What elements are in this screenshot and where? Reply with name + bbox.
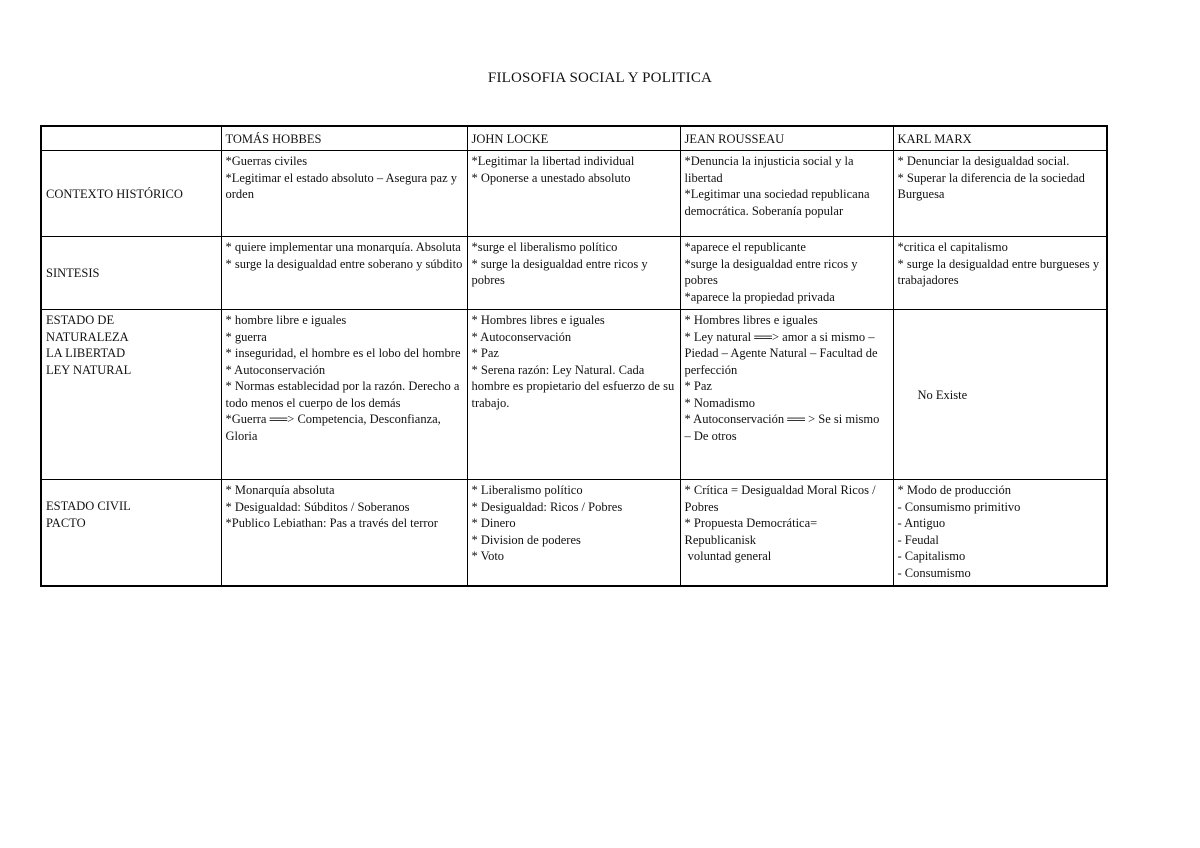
- row-label-line: LEY NATURAL: [46, 362, 132, 377]
- cell-line: - Antiguo: [897, 516, 946, 530]
- cell-line: *Guerra ══> Competencia, Desconfianza, Gloria: [225, 412, 441, 443]
- cell-civil-marx: [893, 480, 1107, 586]
- cell-line: * Autoconservación ══ > Se si mismo – De otros: [684, 412, 880, 443]
- cell-line: *Guerras civiles: [225, 154, 308, 168]
- cell-line: * Paz: [471, 346, 499, 360]
- cell-line: *surge el liberalismo político: [471, 240, 618, 254]
- cell-line: * Superar la diferencia de la sociedad Burguesa: [897, 170, 1085, 201]
- cell-line: * guerra: [225, 329, 267, 344]
- cell-line: * inseguridad, el hombre es el lobo del hombre: [225, 346, 461, 360]
- cell-contexto-locke: [467, 151, 680, 237]
- cell-line: *Publico Lebiathan: Pas a través del terror: [225, 516, 438, 530]
- cell-line: - Capitalismo: [897, 549, 966, 563]
- cell-line: * Hombres libres e iguales: [684, 313, 818, 327]
- cell-sintesis-rousseau: [680, 237, 893, 310]
- cell-line: * Serena razón: Ley Natural. Cada hombre es propietario del esfuerzo de su trabajo.: [471, 362, 675, 410]
- cell-line: voluntad general: [684, 549, 772, 563]
- row-label-estado-naturaleza: [41, 310, 221, 480]
- document-title: FILOSOFIA SOCIAL Y POLITICA: [487, 70, 713, 86]
- cell-line: * Modo de producción: [897, 483, 1012, 497]
- header-cell-empty: [41, 126, 221, 151]
- cell-line: * Desigualdad: Súbditos / Soberanos: [225, 499, 410, 514]
- cell-line: * Oponerse a unestado absoluto: [471, 170, 631, 185]
- cell-line: - Consumismo: [897, 565, 971, 580]
- cell-civil-hobbes: [221, 480, 467, 586]
- cell-line: - Feudal: [897, 532, 939, 547]
- cell-line: * Hombres libres e iguales: [471, 313, 605, 327]
- table-row-estado-naturaleza: [41, 310, 1107, 480]
- cell-line: * hombre libre e iguales: [225, 313, 347, 327]
- table-row-estado-civil: [41, 480, 1107, 586]
- cell-line: * Liberalismo político: [471, 483, 583, 497]
- cell-line: *Legitimar la libertad individual: [471, 154, 635, 168]
- cell-civil-locke: [467, 480, 680, 586]
- table-header-row: [41, 126, 1107, 151]
- cell-line: * Desigualdad: Ricos / Pobres: [471, 499, 623, 514]
- cell-line: * Crítica = Desigualdad Moral Ricos / Pobres: [684, 483, 876, 514]
- cell-line: * Nomadismo: [684, 395, 755, 410]
- row-label-line: PACTO: [46, 515, 86, 530]
- cell-line: * Ley natural ══> amor a si mismo – Piedad – Agente Natural – Facultad de perfección: [684, 329, 878, 377]
- table-row-sintesis: [41, 237, 1107, 310]
- cell-sintesis-marx: [893, 237, 1107, 310]
- cell-line: * Propuesta Democrática= Republicanisk: [684, 516, 818, 547]
- header-cell-rousseau: JEAN ROUSSEAU: [680, 126, 893, 151]
- cell-line: *surge la desigualdad entre ricos y pobres: [684, 256, 858, 287]
- cell-line: - Consumismo primitivo: [897, 499, 1021, 514]
- cell-line: *Legitimar una sociedad republicana democrática. Soberanía popular: [684, 187, 870, 218]
- cell-naturaleza-marx: [893, 310, 1107, 480]
- row-label-line: ESTADO DE: [46, 313, 115, 327]
- cell-line: *Legitimar el estado absoluto – Asegura paz y orden: [225, 170, 458, 201]
- cell-contexto-hobbes: [221, 151, 467, 237]
- cell-line: * Paz: [684, 379, 712, 393]
- cell-naturaleza-locke: [467, 310, 680, 480]
- cell-civil-rousseau: [680, 480, 893, 586]
- cell-line: No Existe: [917, 387, 968, 402]
- header-cell-locke: JOHN LOCKE: [467, 126, 680, 151]
- cell-line: * surge la desigualdad entre ricos y pobres: [471, 256, 648, 287]
- cell-line: * Autoconservación: [225, 362, 326, 377]
- cell-line: * quiere implementar una monarquía. Absoluta: [225, 240, 461, 254]
- row-label-estado-civil: [41, 480, 221, 586]
- row-label-line: NATURALEZA: [46, 329, 129, 344]
- cell-line: * surge la desigualdad entre burgueses y trabajadores: [897, 256, 1100, 287]
- cell-contexto-rousseau: [680, 151, 893, 237]
- row-label-contexto: CONTEXTO HISTÓRICO: [41, 151, 221, 237]
- cell-line: * Dinero: [471, 516, 516, 530]
- table-row-contexto: [41, 151, 1107, 237]
- cell-sintesis-hobbes: [221, 237, 467, 310]
- cell-sintesis-locke: [467, 237, 680, 310]
- cell-naturaleza-hobbes: [221, 310, 467, 480]
- row-label-sintesis: SINTESIS: [41, 237, 221, 310]
- cell-line: *aparece el republicante: [684, 240, 806, 254]
- cell-line: *critica el capitalismo: [897, 240, 1008, 254]
- header-cell-marx: KARL MARX: [893, 126, 1107, 151]
- header-cell-hobbes: TOMÁS HOBBES: [221, 126, 467, 151]
- cell-line: *aparece la propiedad privada: [684, 289, 835, 304]
- cell-contexto-marx: [893, 151, 1107, 237]
- cell-naturaleza-rousseau: [680, 310, 893, 480]
- cell-line: * Normas establecidad por la razón. Derecho a todo menos el cuerpo de los demás: [225, 379, 460, 410]
- row-label-line: ESTADO CIVIL: [46, 499, 131, 513]
- cell-line: * Monarquía absoluta: [225, 483, 335, 497]
- comparison-table: [40, 125, 1108, 587]
- cell-line: *Denuncia la injusticia social y la libertad: [684, 154, 854, 185]
- row-label-line: LA LIBERTAD: [46, 346, 126, 360]
- cell-line: * Denunciar la desigualdad social.: [897, 154, 1070, 168]
- cell-line: * Voto: [471, 549, 505, 563]
- cell-line: * surge la desigualdad entre soberano y súbdito: [225, 256, 463, 271]
- cell-line: * Division de poderes: [471, 532, 581, 547]
- cell-line: * Autoconservación: [471, 329, 572, 344]
